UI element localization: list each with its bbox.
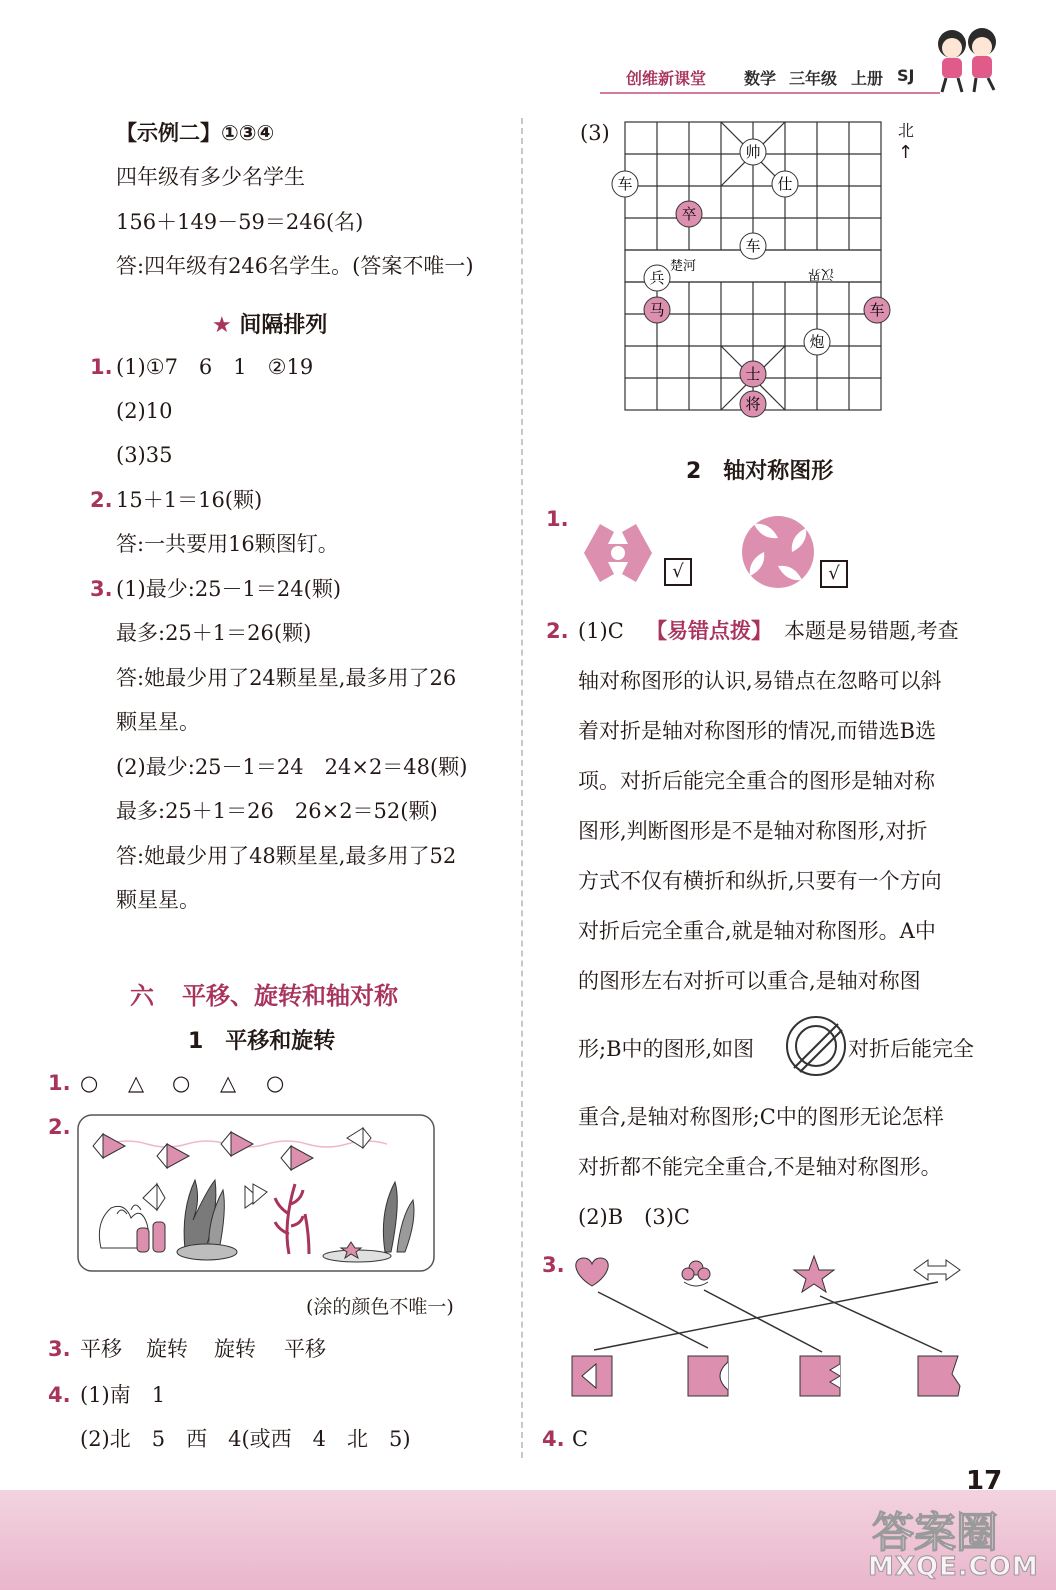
- interval-q1-num: 1.: [90, 355, 113, 379]
- interval-q1-line: (1)①7 6 1 ②19: [116, 355, 314, 379]
- chapter-title: 平移、旋转和轴对称: [182, 982, 398, 1010]
- chess-piece-bing: [644, 265, 670, 291]
- tip-line: 重合,是轴对称图形;C中的图形无论怎样: [578, 1105, 944, 1129]
- chess-piece-shi-bottom: [740, 361, 766, 387]
- interval-q3-line: (2)最少:25－1＝24 24×2＝48(颗): [116, 755, 468, 779]
- lesson2-title: 2 轴对称图形: [686, 459, 834, 484]
- symmetric-shape-a: [578, 518, 658, 588]
- svg-text:士: 士: [745, 365, 761, 383]
- chess-piece-che-mid: [740, 233, 766, 259]
- interval-q3-line: 颗星星。: [116, 710, 200, 734]
- fold-circle-figure: [784, 1014, 848, 1078]
- svg-text:将: 将: [745, 395, 761, 413]
- ch6-q1-symbol: ○: [80, 1071, 99, 1095]
- chess-label: (3): [580, 121, 610, 145]
- check-box: √: [820, 560, 848, 588]
- interval-q3-line: 最多:25＋1＝26 26×2＝52(颗): [116, 799, 438, 823]
- header-grade: 三年级: [789, 69, 838, 88]
- svg-text:车: 车: [869, 301, 885, 319]
- chess-piece-ma: [644, 297, 670, 323]
- interval-q1-line: (2)10: [116, 399, 173, 423]
- ch6-q1-symbol: ○: [266, 1071, 285, 1095]
- tip-line: 对折后完全重合,就是轴对称图形。A中: [578, 919, 936, 943]
- interval-q3-num: 3.: [90, 577, 113, 601]
- double-arrow-icon: [914, 1260, 960, 1280]
- tip-line: 着对折是轴对称图形的情况,而错选B选: [578, 719, 937, 743]
- example2-label: 【示例二】①③④: [116, 121, 275, 145]
- example2-equation: 156＋149－59＝246(名): [116, 210, 364, 234]
- ch6-q3-answer: 平移: [284, 1337, 326, 1361]
- ch6-q4-line: (1)南 1: [80, 1383, 166, 1407]
- svg-text:车: 车: [617, 175, 633, 193]
- watermark-logo: 答案圈: [872, 1508, 999, 1557]
- svg-text:帅: 帅: [745, 143, 761, 161]
- matching-figure: [568, 1252, 968, 1402]
- svg-text:兵: 兵: [649, 269, 665, 287]
- ch6-q3-answer: 旋转: [214, 1337, 256, 1361]
- header-volume: 上册: [851, 69, 884, 88]
- watermark-url: MXQE.COM: [868, 1552, 1039, 1582]
- check-box: √: [664, 558, 692, 586]
- ch6-q1-symbol: ○: [172, 1071, 191, 1095]
- star-icon: [794, 1256, 834, 1292]
- tip-line: 形;B中的图形,如图: [578, 1037, 755, 1061]
- interval-q3-line: (1)最少:25－1＝24(颗): [116, 577, 342, 601]
- svg-text:车: 车: [745, 237, 761, 255]
- interval-q2-num: 2.: [90, 488, 113, 512]
- section-interval-title: 间隔排列: [239, 313, 328, 338]
- chess-piece-zu: [676, 201, 702, 227]
- star-icon: ★: [212, 313, 232, 338]
- heart-icon: [576, 1258, 608, 1286]
- sym-q4-num: 4.: [542, 1427, 565, 1451]
- svg-text:卒: 卒: [681, 205, 697, 223]
- chess-piece-pao: [804, 329, 830, 355]
- symmetric-shape-b: [740, 514, 816, 590]
- svg-text:仕: 仕: [777, 175, 793, 193]
- ch6-q2-note: (涂的颜色不唯一): [306, 1296, 454, 1318]
- interval-q1-line: (3)35: [116, 443, 173, 467]
- flower-icon: [682, 1261, 710, 1286]
- ch6-q1-num: 1.: [48, 1071, 71, 1095]
- river-right-label: 汉界: [807, 266, 834, 281]
- page-number: 17: [966, 1466, 1003, 1496]
- ch6-q3-answer: 旋转: [146, 1337, 188, 1361]
- interval-q3-line: 颗星星。: [116, 888, 200, 912]
- chess-piece-che-top-left: [612, 171, 638, 197]
- tip-line: 图形,判断图形是不是轴对称图形,对折: [578, 819, 928, 843]
- chess-piece-jiang: [740, 391, 766, 417]
- ch6-q3-num: 3.: [48, 1337, 71, 1361]
- sym-q1-num: 1.: [546, 507, 569, 531]
- section-interval-heading: [212, 308, 327, 339]
- ch6-q4-line: (2)北 5 西 4(或西 4 北 5): [80, 1427, 411, 1451]
- interval-q3-line: 答:她最少用了48颗星星,最多用了52: [116, 844, 457, 868]
- column-divider: [521, 118, 523, 1458]
- interval-q2-line: 15＋1＝16(颗): [116, 488, 263, 512]
- tip-line: 对折后能完全: [848, 1037, 974, 1061]
- aquarium-figure: [77, 1114, 435, 1272]
- lesson1-title: 1 平移和旋转: [188, 1029, 336, 1054]
- sym-q3-num: 3.: [542, 1253, 565, 1277]
- ch6-q1-symbol: △: [220, 1071, 237, 1095]
- north-label: 北: [898, 121, 915, 140]
- north-arrow-icon: ↑: [898, 142, 914, 163]
- ch6-q3-answer: 平移: [80, 1337, 122, 1361]
- tip-line: 对折都不能完全重合,不是轴对称图形。: [578, 1155, 942, 1179]
- tip-line: 项。对折后能完全重合的图形是轴对称: [578, 769, 935, 793]
- ch6-q2-num: 2.: [48, 1115, 71, 1139]
- sym-q2-label: (1)C: [578, 619, 624, 643]
- svg-text:炮: 炮: [809, 333, 825, 351]
- ch6-q4-num: 4.: [48, 1383, 71, 1407]
- ch6-q1-symbol: △: [128, 1071, 145, 1095]
- example2-question: 四年级有多少名学生: [116, 165, 305, 189]
- tip-line: 本题是易错题,考查: [784, 619, 959, 643]
- tip-line: 的图形左右对折可以重合,是轴对称图: [578, 969, 921, 993]
- sym-q4-answer: C: [572, 1427, 589, 1451]
- chess-piece-shi-top: [772, 171, 798, 197]
- interval-q2-line: 答:一共要用16颗图钉。: [116, 532, 339, 556]
- chess-piece-che-right: [864, 297, 890, 323]
- header-edition: SJ: [897, 66, 915, 85]
- tip-label: 【易错点拨】: [646, 619, 772, 643]
- interval-q3-line: 最多:25＋1＝26(颗): [116, 621, 312, 645]
- cartoon-kids-illustration: [928, 22, 1006, 96]
- example2-answer: 答:四年级有246名学生。(答案不唯一): [116, 254, 474, 278]
- tip-line: 方式不仅有横折和纵折,只要有一个方向: [578, 869, 942, 893]
- chess-piece-shuai: [740, 139, 766, 165]
- svg-text:马: 马: [649, 301, 665, 319]
- header-brand: 创维新课堂: [626, 69, 707, 88]
- tip-line: (2)B (3)C: [578, 1205, 690, 1229]
- sym-q2-num: 2.: [546, 619, 569, 643]
- tip-line: 轴对称图形的认识,易错点在忽略可以斜: [578, 669, 942, 693]
- chess-board: [608, 118, 898, 418]
- chapter-number: 六: [130, 982, 154, 1010]
- header-rule: [600, 92, 940, 94]
- header-subject: 数学: [744, 69, 777, 88]
- interval-q3-line: 答:她最少用了24颗星星,最多用了26: [116, 666, 457, 690]
- river-left-label: 楚河: [670, 259, 697, 274]
